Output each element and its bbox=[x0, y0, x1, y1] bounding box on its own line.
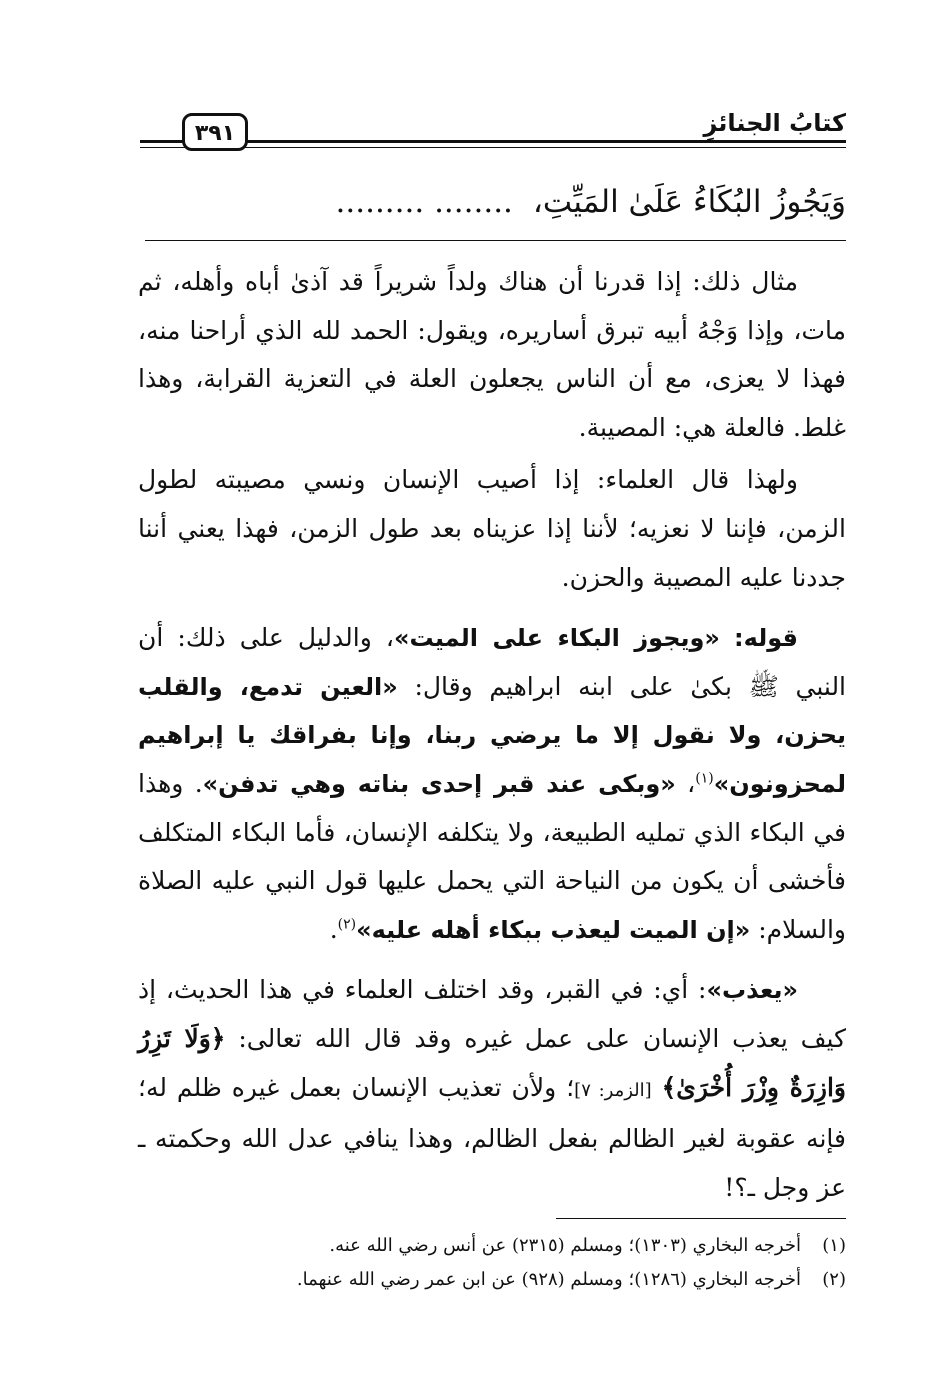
text-segment: ، bbox=[687, 768, 696, 798]
lead-word: قوله: bbox=[734, 624, 798, 653]
footnote-text: أخرجه البخاري (١٣٠٣)؛ ومسلم (٢٣١٥) عن أنس رضي الله عنه. bbox=[329, 1235, 801, 1256]
matn-quote: «ويجوز البكاء على الميت» bbox=[393, 624, 720, 653]
footnote-item bbox=[140, 1263, 846, 1297]
text-segment: ؛ ولأن تعذيب الإنسان بعمل غيره ظلم له؛ فإنه عقوبة لغير الظالم بفعل الظالم، وهذا ينافي عدل الله وحكمته ـ عز وجل ـ؟! bbox=[138, 1072, 846, 1202]
verse-reference: [الزمر: ٧] bbox=[574, 1079, 652, 1101]
footnote-item bbox=[140, 1229, 846, 1263]
matn-line bbox=[136, 178, 846, 226]
paragraph-punishment bbox=[138, 966, 846, 1212]
hadith-quote: «إن الميت ليعذب ببكاء أهله عليه» bbox=[356, 915, 751, 944]
quran-verse: ﴿وَلَا تَزِرُ وَازِرَةٌ وِزْرَ أُخْرَىٰ﴾ bbox=[138, 1023, 846, 1102]
hadith-quote: «العين تدمع، والقلب يحزن، ولا نقول إلا ما يرضي ربنا، وإنا بفراقك يا إبراهيم لمحزونون» bbox=[138, 672, 846, 798]
paragraph-example: مثال ذلك: إذا قدرنا أن هناك ولداً شريراً قد آذىٰ أباه وأهله، ثم مات، وإذا وَجْهُ أبيه تبرق أساريره، ويقول: الحمد لله الذي أراحنا منه، فهذا لا يعزى، مع أن الناس يجعلون العلة في التعزية القرابة، وهذا غلط. فالعلة هي: المصيبة. bbox=[138, 267, 846, 442]
footnote-marker[interactable]: (١) bbox=[695, 770, 714, 787]
commentary-body bbox=[138, 258, 846, 1216]
lead-word: «يعذب» bbox=[706, 976, 798, 1005]
footnote-divider bbox=[556, 1218, 846, 1219]
page-number-frame bbox=[140, 113, 255, 147]
text-segment: ، والدليل على ذلك: أن النبي ﷺ بكىٰ على ابنه ابراهيم وقال: bbox=[138, 623, 847, 701]
text-segment: : أي: في القبر، وقد اختلف العلماء في هذا الحديث، إذ كيف يعذب الإنسان على عمل غيره وقد قال الله تعالى: bbox=[138, 975, 846, 1053]
hadith-quote: «وبكى عند قبر إحدى بناته وهي تدفن» bbox=[202, 769, 676, 798]
footnote-number: (٢) bbox=[822, 1269, 846, 1290]
footnote-number: (١) bbox=[822, 1235, 846, 1256]
paragraph-scholars: ولهذا قال العلماء: إذا أصيب الإنسان ونسي مصيبته لطول الزمن، فإننا لا نعزيه؛ لأننا إذا عزيناه بعد طول الزمن، فهذا يعني أننا جددنا عليه المصيبة والحزن. bbox=[138, 465, 846, 592]
text-segment: . bbox=[329, 914, 338, 944]
matn-text: وَيَجُوزُ البُكَاءُ عَلَىٰ المَيِّتِ، bbox=[532, 184, 846, 220]
footnote-text: أخرجه البخاري (١٢٨٦)؛ ومسلم (٩٢٨) عن ابن عمر رضي الله عنهما. bbox=[296, 1269, 801, 1290]
footnotes bbox=[140, 1229, 846, 1297]
matn-dots: ........ ......... bbox=[335, 184, 513, 220]
paragraph-weeping bbox=[138, 614, 846, 954]
page-number: ٣٩١ bbox=[182, 113, 248, 151]
text-segment: . وهذا في البكاء الذي تمليه الطبيعة، ولا يتكلفه الإنسان، فأما البكاء المتكلف فأخشى أن يكون من النياحة التي يحمل عليها قول النبي عليه الصلاة والسلام: bbox=[138, 768, 846, 944]
footnote-marker[interactable]: (٢) bbox=[337, 916, 357, 933]
running-title: كتابُ الجنائزِ bbox=[703, 109, 846, 137]
section-divider bbox=[145, 240, 846, 241]
